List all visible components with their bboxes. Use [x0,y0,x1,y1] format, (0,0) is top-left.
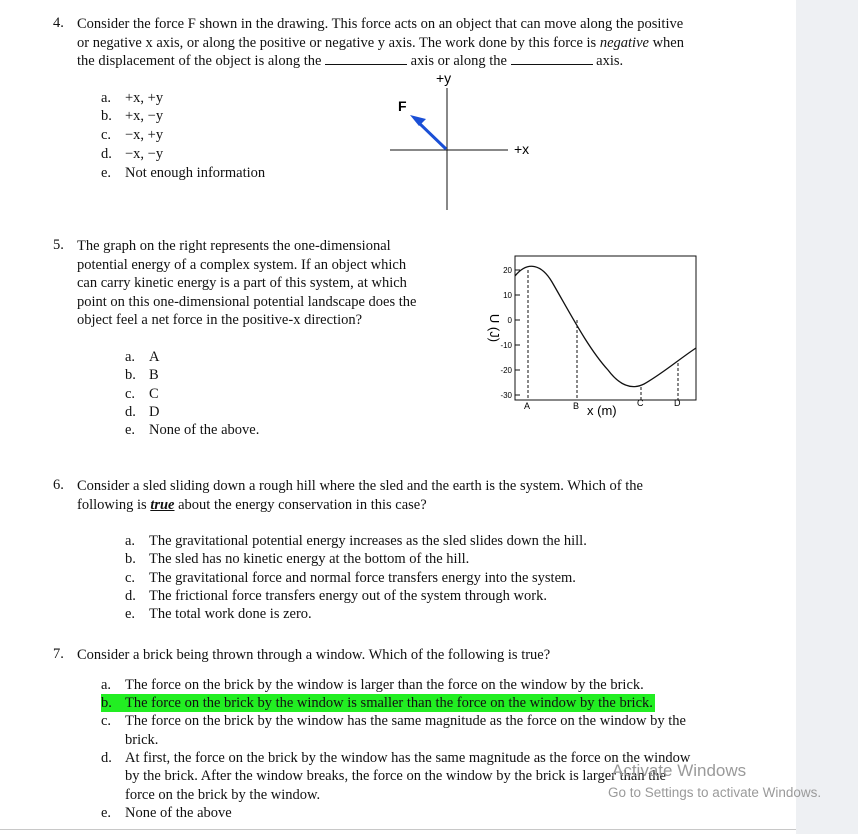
y-tick-label: -10 [500,341,512,350]
y-tick-label: -20 [500,366,512,375]
scrollbar[interactable] [796,0,858,834]
point-label-b: B [573,401,580,411]
potential-energy-graph [470,248,702,423]
option-d[interactable]: d. At first, the force on the brick by the window has the same magnitude as the force on the window [101,750,691,766]
option-c[interactable]: c. −x, +y [101,127,164,143]
option-b-highlighted[interactable]: b. The force on the brick by the window is smaller than the force on the window by the brick. [101,695,653,711]
option-a[interactable]: a. The force on the brick by the window is larger than the force on the window by the brick. [101,677,644,693]
answer-blank [325,52,407,65]
answer-blank [511,52,593,65]
option-a[interactable]: a. A [125,349,160,365]
x-axis-label: +x [514,141,530,157]
y-tick-label: 10 [503,291,512,300]
question-number: 6. [53,477,64,493]
option-e[interactable]: e. None of the above [101,805,232,821]
option-e[interactable]: e. Not enough information [101,165,266,181]
option-b[interactable]: b. The sled has no kinetic energy at the bottom of the hill. [125,551,470,567]
option-a[interactable]: a. +x, +y [101,90,164,106]
activate-windows-subtitle: Go to Settings to activate Windows. [608,785,822,800]
option-e[interactable]: e. The total work done is zero. [125,606,312,622]
point-markers [528,270,678,400]
y-tick-label: 20 [503,266,512,275]
option-d[interactable]: d. D [125,404,160,420]
question-text: Consider a brick being thrown through a window. Which of the following is true? [77,647,551,663]
force-arrow-shaft [418,122,446,149]
x-axis-label: x (m) [587,403,617,418]
option-a[interactable]: a. The gravitational potential energy increases as the sled slides down the hill. [125,533,587,549]
question-text: Consider a sled sliding down a rough hill where the sled and the earth is the system. Which of the following is true about the energy conservation in this case? [77,478,643,513]
option-c[interactable]: c. The force on the brick by the window has the same magnitude as the force on the window by the [101,713,686,729]
y-ticks [515,270,520,395]
y-tick-label: -30 [500,391,512,400]
question-text: Consider the force F shown in the drawing. This force acts on an object that can move along the positive or negative x axis, or along the positive or negative y axis. The work done by this force is negative when the displacement of the object is along the axis or along the axis. [77,16,684,69]
option-e[interactable]: e. None of the above. [125,422,260,438]
point-label-c: C [637,398,644,408]
option-d[interactable]: d. The frictional force transfers energy out of the system through work. [125,588,547,604]
force-label: F [398,98,407,114]
force-diagram [380,70,530,215]
option-b[interactable]: b. +x, −y [101,108,164,124]
point-label-d: D [674,398,681,408]
activate-windows-title: Activate Windows [612,761,747,780]
point-label-a: A [524,401,531,411]
option-d[interactable]: d. −x, −y [101,146,164,162]
graph-frame [515,256,696,400]
y-axis-label: +y [436,70,452,86]
option-c[interactable]: c. C [125,386,159,402]
question-number: 7. [53,646,64,662]
page-bottom-border [0,829,796,830]
question-number: 4. [53,15,64,31]
option-d-continued-2: force on the brick by the window. [125,787,321,803]
option-b[interactable]: b. B [125,367,159,383]
option-c[interactable]: c. The gravitational force and normal force transfers energy into the system. [125,570,576,586]
option-d-continued: by the brick. After the window breaks, the force on the window by the brick is larger than the [125,768,666,784]
option-c-continued: brick. [125,732,159,748]
question-number: 5. [53,237,64,253]
force-arrow-head [410,115,426,126]
y-tick-label: 0 [507,316,512,325]
potential-curve [515,266,696,386]
question-text: The graph on the right represents the one-dimensional potential energy of a complex system. If an object which can carry kinetic energy is a part of this system, at which point on this one-dimensional potential landscape does the object feel a net force in the positive-x direction? [77,238,417,328]
y-axis-label: U (J) [487,313,502,343]
